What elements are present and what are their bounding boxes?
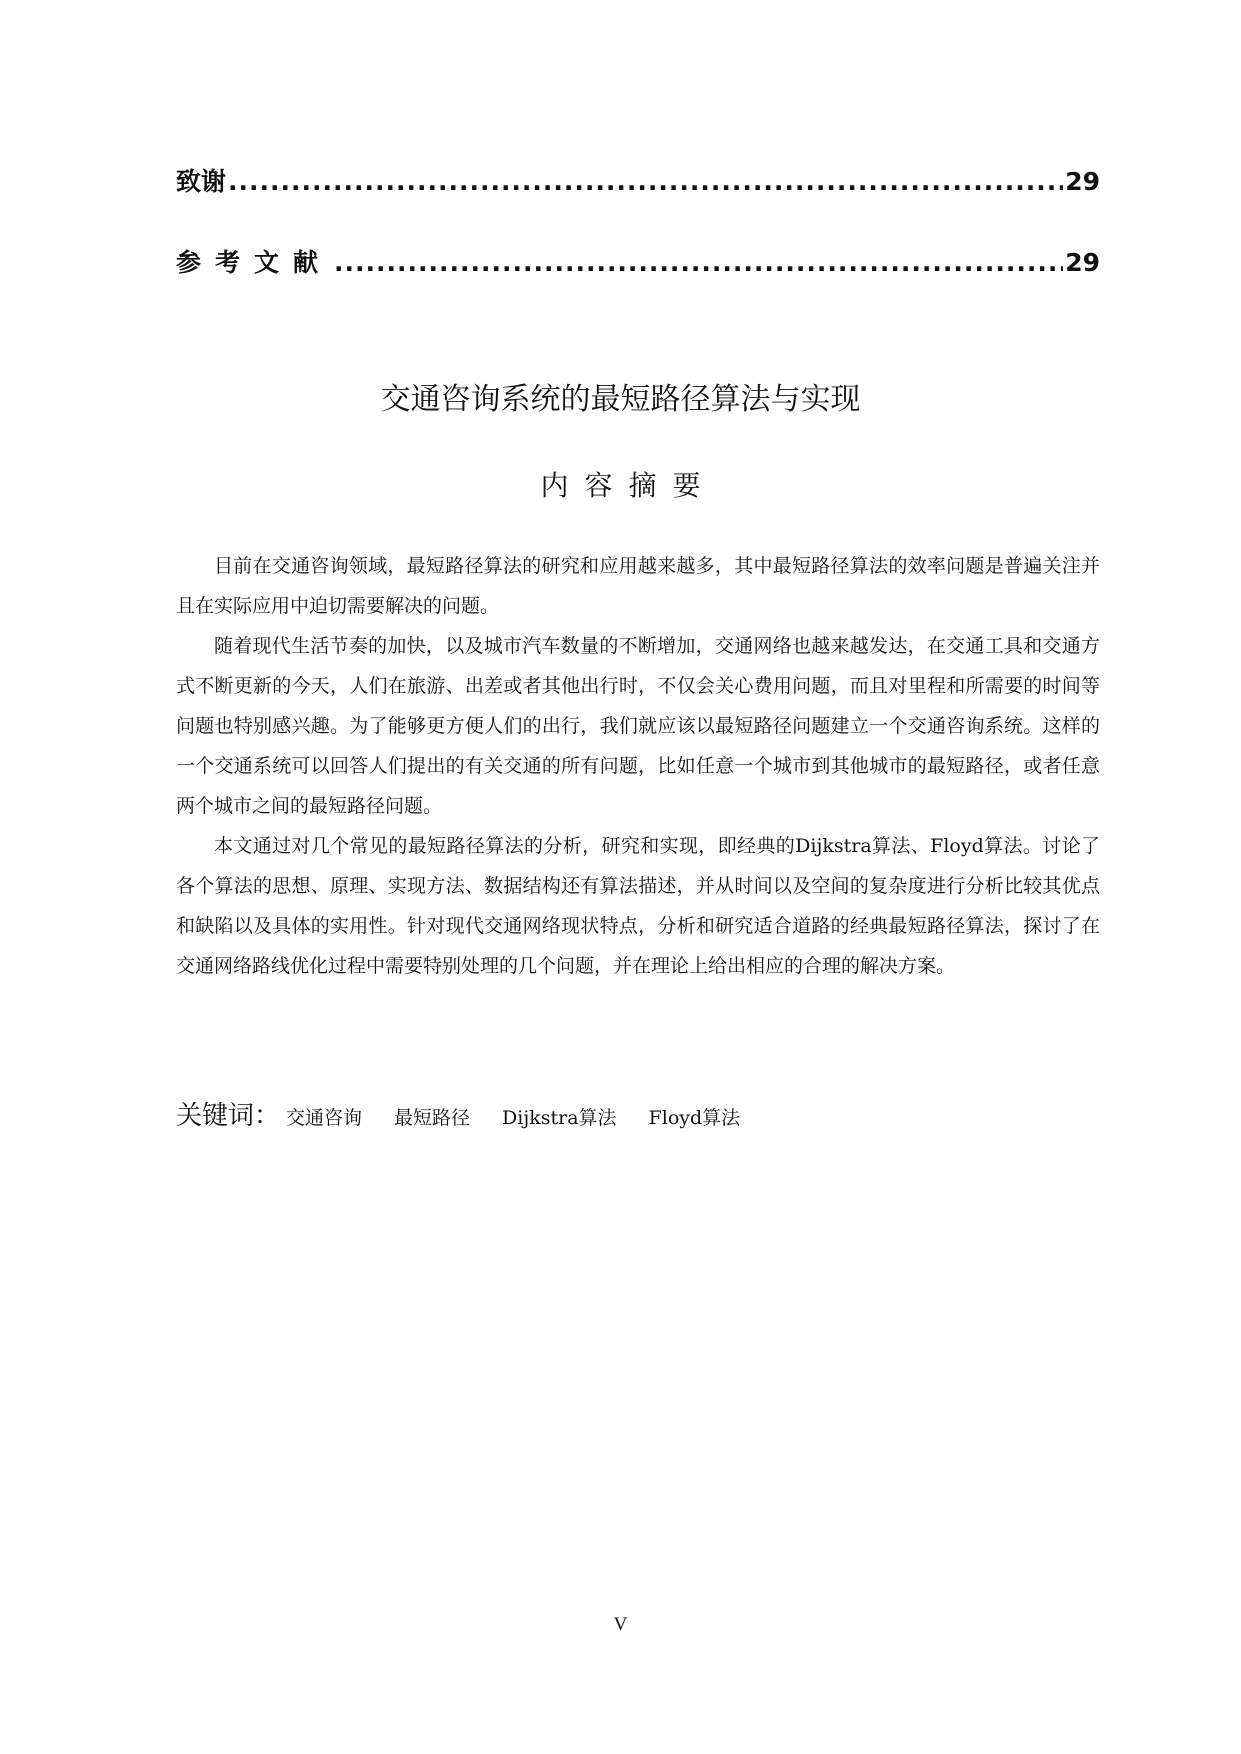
keywords-label: 关键词： [176,1101,281,1131]
abstract-paragraph: 本文通过对几个常见的最短路径算法的分析，研究和实现，即经典的Dijkstra算法、Floyd算法。讨论了各个算法的思想、原理、实现方法、数据结构还有算法描述，并从时间以及空间的复杂度进行分析比较其优点和缺陷以及具体的实用性。针对现代交通网络现状特点，分析和研究适合道路的经典最短路径算法，探讨了在交通网络路线优化过程中需要特别处理的几个问题，并在理论上给出相应的合理的解决方案。 [176,835,1100,977]
toc-entry-label: 参考文献 [176,248,333,277]
abstract-paragraph: 目前在交通咨询领域，最短路径算法的研究和应用越来越多，其中最短路径算法的效率问题是普遍关注并且在实际应用中迫切需要解决的问题。 [176,555,1100,617]
toc-entry-acknowledgements [176,162,1100,198]
paper-title: 交通咨询系统的最短路径算法与实现 [380,382,861,417]
abstract-heading: 内容摘要 [540,469,717,502]
keyword-item: 最短路径 [394,1107,471,1129]
page-number: V [613,1614,628,1635]
toc-dot-leader [228,167,1063,196]
toc-entry-page: 29 [1065,248,1100,277]
keywords-line [176,1095,1100,1132]
abstract-body [176,546,1100,986]
keyword-item: 交通咨询 [286,1107,363,1129]
keyword-item: Dijkstra算法 [502,1107,617,1129]
toc-entry-page: 29 [1065,167,1100,196]
toc-dot-leader [334,248,1063,277]
toc-entry-label: 致谢 [176,167,227,196]
toc-entry-references [176,243,1100,279]
keyword-item: Floyd算法 [648,1107,741,1129]
abstract-paragraph: 随着现代生活节奏的加快，以及城市汽车数量的不断增加，交通网络也越来越发达，在交通工具和交通方式不断更新的今天，人们在旅游、出差或者其他出行时，不仅会关心费用问题，而且对里程和所需要的时间等问题也特别感兴趣。为了能够更方便人们的出行，我们就应该以最短路径问题建立一个交通咨询系统。这样的一个交通系统可以回答人们提出的有关交通的所有问题，比如任意一个城市到其他城市的最短路径，或者任意两个城市之间的最短路径问题。 [176,635,1100,817]
